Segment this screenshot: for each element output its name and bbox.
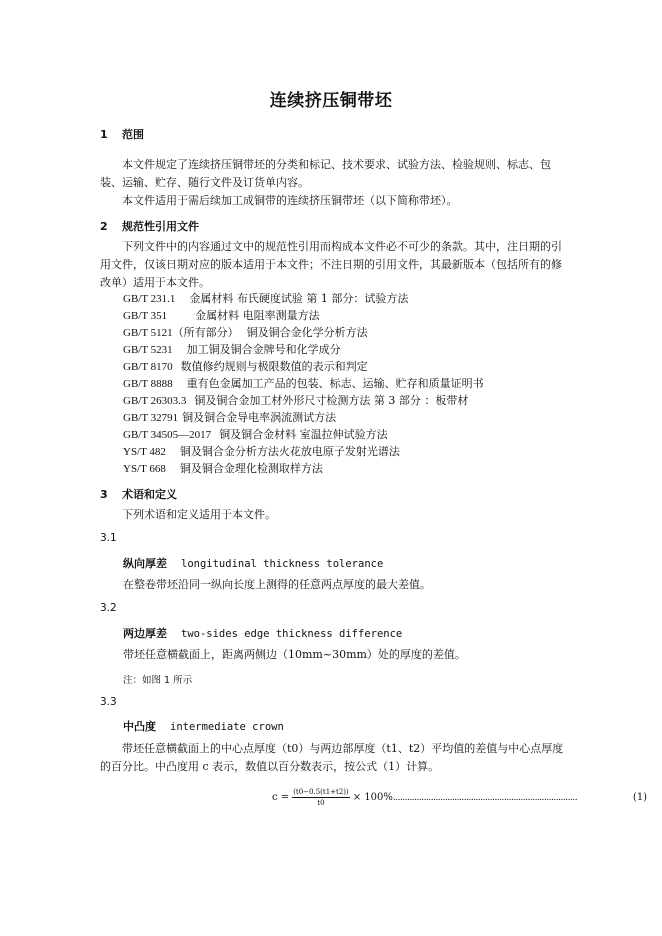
term-chinese: 两边厚差 [123, 627, 167, 640]
reference-code: GB/T 26303.3 [123, 395, 187, 407]
reference-code: GB/T 351 [123, 310, 168, 322]
reference-code: GB/T 231.1 [123, 293, 176, 305]
term-number: 3.2 [100, 602, 117, 614]
reference-item [123, 375, 484, 393]
formula-rhs: × 100% [352, 792, 393, 803]
term-heading [123, 555, 383, 571]
term-definition: 带坯任意横截面上的中心点厚度（t0）与两边部厚度（t1、t2）平均值的差值与中心点厚度的百分比。中凸度用 c 表示，数值以百分数表示，按公式（1）计算。 [100, 742, 564, 773]
term-number: 3.3 [100, 696, 117, 708]
reference-item [123, 460, 323, 478]
term-english: longitudinal thickness tolerance [181, 558, 384, 570]
reference-title: 数值修约规则与极限数值的表示和判定 [180, 360, 368, 373]
reference-title: 加工铜及铜合金牌号和化学成分 [186, 343, 341, 356]
reference-item [123, 409, 336, 427]
section-title: 范围 [122, 128, 144, 141]
reference-code: GB/T 5121（所有部分） [123, 327, 239, 339]
reference-code: GB/T 8888 [123, 378, 173, 390]
reference-title: 铜及铜合金化学分析方法 [246, 326, 368, 339]
terms-intro-paragraph: 下列术语和定义适用于本文件。 [122, 508, 276, 521]
reference-code: GB/T 5231 [123, 344, 173, 356]
section-2-heading [100, 218, 199, 234]
term-number: 3.1 [100, 532, 117, 544]
term-chinese: 中凸度 [123, 720, 156, 733]
formula-denominator: t0 [317, 799, 325, 807]
section-1-heading [100, 126, 144, 142]
term-english: two-sides edge thickness difference [181, 628, 403, 640]
term-english: intermediate crown [170, 721, 284, 733]
reference-item [123, 392, 468, 410]
reference-title: 重有色金属加工产品的包装、标志、运输、贮存和质量证明书 [186, 377, 484, 390]
section-title: 术语和定义 [122, 488, 177, 501]
formula-fraction [292, 788, 350, 807]
scope-paragraph-1: 本文件规定了连续挤压铜带坯的分类和标记、技术要求、试验方法、检验规则、标志、包装、运输、贮存、随行文件及订货单内容。 [100, 158, 551, 189]
reference-item [123, 341, 341, 359]
formula-leader-dots: .............................................................................. [392, 792, 578, 803]
reference-code: GB/T 34505—2017 [123, 429, 212, 441]
document-title: 连续挤压铜带坯 [269, 91, 393, 111]
reference-title: 铜及铜合金材料 室温拉伸试验方法 [219, 428, 388, 441]
reference-code: GB/T 32791 [123, 412, 179, 424]
reference-code: YS/T 668 [123, 463, 166, 475]
crown-formula [272, 788, 647, 807]
reference-title: 金属材料 电阻率测量方法 [195, 309, 320, 322]
section-number: 3 [100, 488, 108, 501]
term-definition: 在整卷带坯沿同一纵向长度上测得的任意两点厚度的最大差值。 [123, 578, 431, 591]
section-number: 1 [100, 128, 108, 141]
term-note: 注：如图 1 所示 [123, 675, 193, 686]
formula-equation-number: (1) [632, 792, 648, 803]
term-heading [123, 718, 284, 734]
reference-item [123, 307, 320, 325]
reference-item [123, 443, 400, 461]
reference-item [123, 290, 408, 308]
reference-item [123, 324, 368, 342]
scope-paragraph-2: 本文件适用于需后续加工成铜带的连续挤压铜带坯（以下简称带坯）。 [122, 194, 458, 207]
reference-title: 铜及铜合金加工材外形尺寸检测方法 第 3 部分 ：板带材 [194, 394, 469, 407]
reference-title: 铜及铜合金导电率涡流测试方法 [182, 411, 337, 424]
reference-code: YS/T 482 [123, 446, 166, 458]
reference-item [123, 426, 388, 444]
section-title: 规范性引用文件 [122, 220, 199, 233]
reference-code: GB/T 8170 [123, 361, 173, 373]
formula-lhs: c = [272, 792, 290, 803]
reference-item [123, 358, 368, 376]
reference-title: 金属材料 布氏硬度试验 第 1 部分：试验方法 [189, 292, 409, 305]
reference-title: 铜及铜合金分析方法火花放电原子发射光谱法 [179, 445, 400, 458]
references-intro-paragraph: 下列文件中的内容通过文中的规范性引用而构成本文件必不可少的条款。其中，注日期的引用文件，仅该日期对应的版本适用于本文件；不注日期的引用文件，其最新版本（包括所有的修改单）适用于本文件。 [100, 240, 562, 289]
term-chinese: 纵向厚差 [123, 557, 167, 570]
reference-title: 铜及铜合金理化检测取样方法 [179, 462, 323, 475]
term-definition: 带坯任意横截面上，距离两侧边（10mm~30mm）处的厚度的差值。 [123, 648, 466, 661]
formula-numerator: (t0−0.5(t1+t2)) [293, 788, 349, 796]
term-heading [123, 625, 402, 641]
section-3-heading [100, 486, 177, 502]
section-number: 2 [100, 220, 108, 233]
